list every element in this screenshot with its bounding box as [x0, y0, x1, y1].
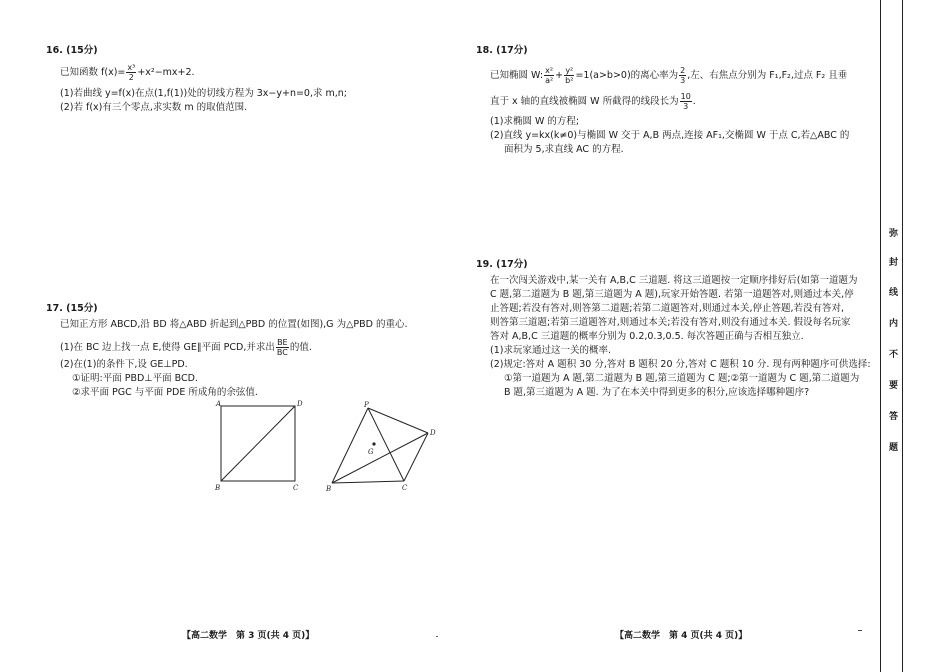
- seal-char-8: 题: [889, 443, 899, 453]
- seal-char-7: 答: [889, 412, 899, 422]
- q16-line3: (2)若 f(x)有三个零点,求实数 m 的取值范围.: [60, 102, 248, 113]
- q18-frac-e: [679, 66, 686, 85]
- q18-plus: +: [555, 70, 564, 81]
- q18-title: 18. (17分): [476, 45, 528, 56]
- q18-line2: [490, 92, 696, 111]
- label-g: G: [368, 448, 374, 456]
- q19-line8: ①第一道题为 A 题,第二道题为 B 题,第三道题为 C 题;②第一道题为 C 题,第二道题为: [504, 373, 860, 384]
- q18-frac-y: [564, 66, 574, 85]
- q18-line1: [490, 66, 847, 85]
- diagonal-bd: [221, 406, 295, 481]
- binding-line-right: [902, 0, 903, 672]
- q17-line3: (2)在(1)的条件下,设 GE⊥PD.: [60, 359, 188, 370]
- centroid-point: [372, 442, 375, 445]
- label-c2: C: [402, 484, 408, 492]
- seal-char-6: 要: [889, 381, 899, 391]
- q16-line1-rest: +x²−mx+2.: [137, 67, 195, 78]
- q19-line1: 在一次闯关游戏中,某一关有 A,B,C 三道题. 将这三道题按一定顺序排好后(如第一道题为: [490, 275, 858, 286]
- seal-char-3: 线: [889, 288, 899, 298]
- q18-frac-len-den: 3: [683, 102, 689, 111]
- edge-pb: [332, 408, 368, 483]
- q18-frac-y-num: y²: [565, 66, 574, 75]
- q19-line9: B 题,第三道题为 A 题. 为了在本关中得到更多的积分,应该选择哪种题序?: [504, 387, 810, 398]
- footer-page-4: 【高二数学 第 4 页(共 4 页)】: [615, 631, 748, 641]
- seal-char-4: 内: [889, 319, 899, 329]
- q18-line3: (1)求椭圆 W 的方程;: [490, 116, 580, 127]
- q18-line4: (2)直线 y=kx(k≠0)与椭圆 W 交于 A,B 两点,连接 AF₁,交椭圆 W 于点 C,若△ABC 的: [490, 130, 850, 141]
- tetrahedron-figure: [320, 398, 442, 494]
- binding-line-left: [880, 0, 881, 672]
- seal-char-5: 不: [889, 350, 899, 360]
- seal-char-2: 封: [889, 258, 899, 268]
- q19-line2: C 题,第二道题为 B 题,第三道题为 A 题),玩家开始答题. 若第一道题答对,则通过本关,停: [490, 289, 854, 300]
- q18-frac-len: [680, 92, 692, 111]
- q18-line5: 面积为 5,求直线 AC 的方程.: [504, 144, 624, 155]
- q19-title: 19. (17分): [476, 259, 528, 270]
- q18-frac-len-num: 10: [680, 92, 691, 101]
- q16-line2: (1)若曲线 y=f(x)在点(1,f(1))处的切线方程为 3x−y+n=0,求 m,n;: [60, 88, 348, 99]
- q18-line2-text: 直于 x 轴的直线被椭圆 W 所截得的线段长为: [490, 96, 679, 107]
- center-dot: [436, 636, 438, 637]
- q16-frac-num: x³: [127, 63, 136, 72]
- label-p: P: [364, 401, 369, 409]
- edge-bd: [332, 433, 428, 483]
- q17-line2-rest: 的值.: [289, 342, 312, 353]
- q18-line1-rest: ,左、右焦点分别为 F₁,F₂,过点 F₂ 且垂: [687, 70, 848, 81]
- edge-cd: [404, 433, 428, 481]
- label-d2: D: [430, 429, 436, 437]
- label-b: B: [215, 484, 221, 492]
- q17-frac-num: BE: [277, 338, 288, 347]
- q16-line1-text: 已知函数 f(x)=: [60, 67, 126, 78]
- q17-fraction: [276, 338, 289, 357]
- q17-line5: ②求平面 PGC 与平面 PDE 所成角的余弦值.: [72, 387, 258, 398]
- q17-title: 17. (15分): [46, 303, 98, 314]
- q18-frac-e-den: 3: [680, 76, 686, 85]
- q19-line5: 答对 A,B,C 三道题的概率分别为 0.2,0.3,0.5. 每次答题正确与否相互独立.: [490, 331, 804, 342]
- q17-line1: 已知正方形 ABCD,沿 BD 将△ABD 折起到△PBD 的位置(如图),G 为△PBD 的重心.: [60, 319, 408, 330]
- seal-char-1: 弥: [889, 229, 899, 239]
- q18-line1-mid: =1(a>b>0)的离心率为: [575, 70, 679, 81]
- q16-frac-den: 2: [128, 73, 134, 82]
- q17-line2-text: (1)在 BC 边上找一点 E,使得 GE∥平面 PCD,并求出: [60, 342, 275, 353]
- q19-line3: 止答题;若没有答对,则答第二道题;若第二道题答对,则通过本关,停止答题,若没有答对,: [490, 303, 845, 314]
- q16-fraction: [126, 63, 136, 82]
- square-figure: [210, 398, 310, 494]
- edge-pd: [368, 408, 428, 433]
- q18-frac-x-num: x²: [545, 66, 554, 75]
- q17-frac-den: BC: [276, 348, 288, 357]
- q18-frac-x-den: a²: [545, 76, 554, 85]
- q19-line7: (2)规定:答对 A 题积 30 分,答对 B 题积 20 分,答对 C 题积 10 分. 现有两种题序可供选择:: [490, 359, 871, 370]
- q18-line1-text: 已知椭圆 W:: [490, 70, 544, 81]
- q16-title: 16. (15分): [46, 45, 98, 56]
- q19-line6: (1)求玩家通过这一关的概率.: [490, 345, 611, 356]
- q18-frac-x: [544, 66, 554, 85]
- q18-line2-rest: .: [692, 96, 696, 107]
- q18-frac-y-den: b²: [565, 76, 574, 85]
- q16-line1: [60, 63, 195, 82]
- label-c: C: [293, 484, 299, 492]
- q17-line4: ①证明:平面 PBD⊥平面 BCD.: [72, 373, 198, 384]
- footer-page-3: 【高二数学 第 3 页(共 4 页)】: [182, 631, 315, 641]
- label-b2: B: [326, 485, 332, 493]
- q19-line4: 则答第三道题;若第三道题答对,则通过本关;若没有答对,则没有通过本关. 假设每名玩家: [490, 317, 851, 328]
- edge-bc: [332, 481, 404, 483]
- label-d: D: [297, 400, 303, 408]
- label-a: A: [216, 400, 222, 408]
- q18-frac-e-num: 2: [680, 66, 686, 75]
- q17-line2: [60, 338, 312, 357]
- corner-mark: [858, 630, 862, 631]
